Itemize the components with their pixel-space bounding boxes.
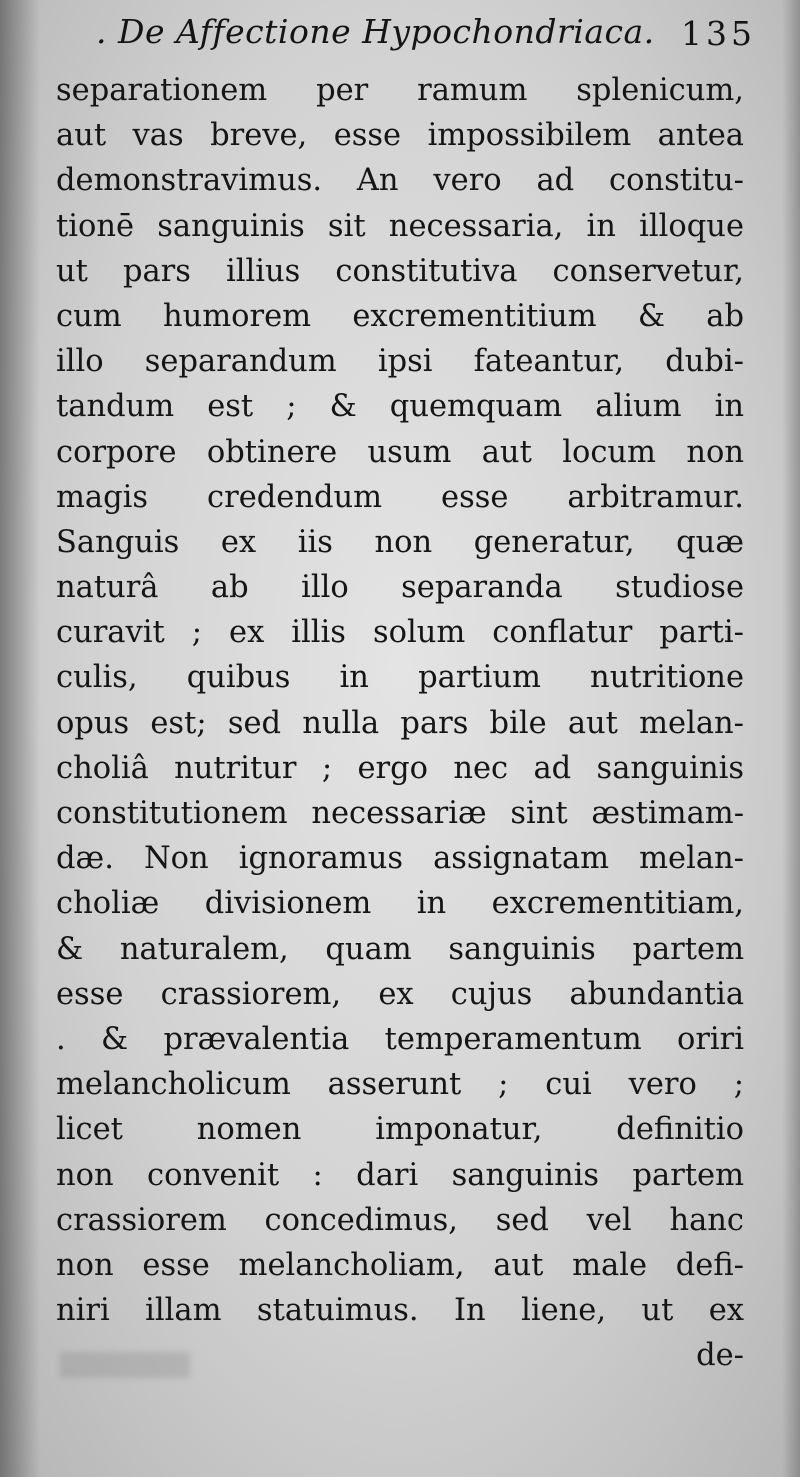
text-line: cum humorem excrementitium & ab <box>56 298 744 334</box>
ink-smudge <box>60 1352 190 1378</box>
text-line: aut vas breve, esse impossibilem antea <box>56 118 744 154</box>
running-head: . De Affectione Hypochondriaca. <box>96 12 655 51</box>
text-line: choliæ divisionem in excrementitiam, <box>56 886 744 922</box>
text-line: ut pars illius constitutiva conservetur, <box>56 253 744 289</box>
text-line: & naturalem, quam sanguinis partem <box>56 931 744 967</box>
text-line: demonstravimus. An vero ad constitu- <box>56 163 744 199</box>
text-line: magis credendum esse arbitramur. <box>56 479 744 515</box>
text-line: tionē sanguinis sit necessaria, in illoque <box>56 208 744 244</box>
text-line: corpore obtinere usum aut locum non <box>56 434 744 470</box>
text-line: melancholicum asserunt ; cui vero ; <box>56 1067 744 1103</box>
text-line: . & prævalentia temperamentum oriri <box>56 1021 744 1057</box>
text-line: culis, quibus in partium nutritione <box>56 660 744 696</box>
text-line: constitutionem necessariæ sint æstimam- <box>56 796 744 831</box>
text-line: crassiorem concedimus, sed vel hanc <box>56 1202 744 1238</box>
page-number: 135 <box>681 14 756 53</box>
text-line: tandum est ; & quemquam alium in <box>56 389 744 425</box>
text-line: dæ. Non ignoramus assignatam melan- <box>56 841 744 877</box>
text-line: niri illam statuimus. In liene, ut ex <box>56 1293 744 1329</box>
text-line: opus est; sed nulla pars bile aut melan- <box>56 705 744 741</box>
text-line: naturâ ab illo separanda studiose <box>56 570 744 606</box>
text-line: esse crassiorem, ex cujus abundantia <box>56 976 744 1012</box>
text-line: Sanguis ex iis non generatur, quæ <box>56 524 744 560</box>
body-text <box>56 68 744 1378</box>
text-line: choliâ nutritur ; ergo nec ad sanguinis <box>56 750 744 786</box>
text-line: non esse melancholiam, aut male defi- <box>56 1247 744 1283</box>
text-line: licet nomen imponatur, definitio <box>56 1112 744 1148</box>
text-line: illo separandum ipsi fateantur, dubi- <box>56 344 744 380</box>
text-line: curavit ; ex illis solum conflatur parti- <box>56 615 744 651</box>
page-header <box>96 6 756 58</box>
text-line: separationem per ramum splenicum, <box>56 73 744 108</box>
catchword: de- <box>696 1338 744 1374</box>
text-line: non convenit : dari sanguinis partem <box>56 1157 744 1193</box>
